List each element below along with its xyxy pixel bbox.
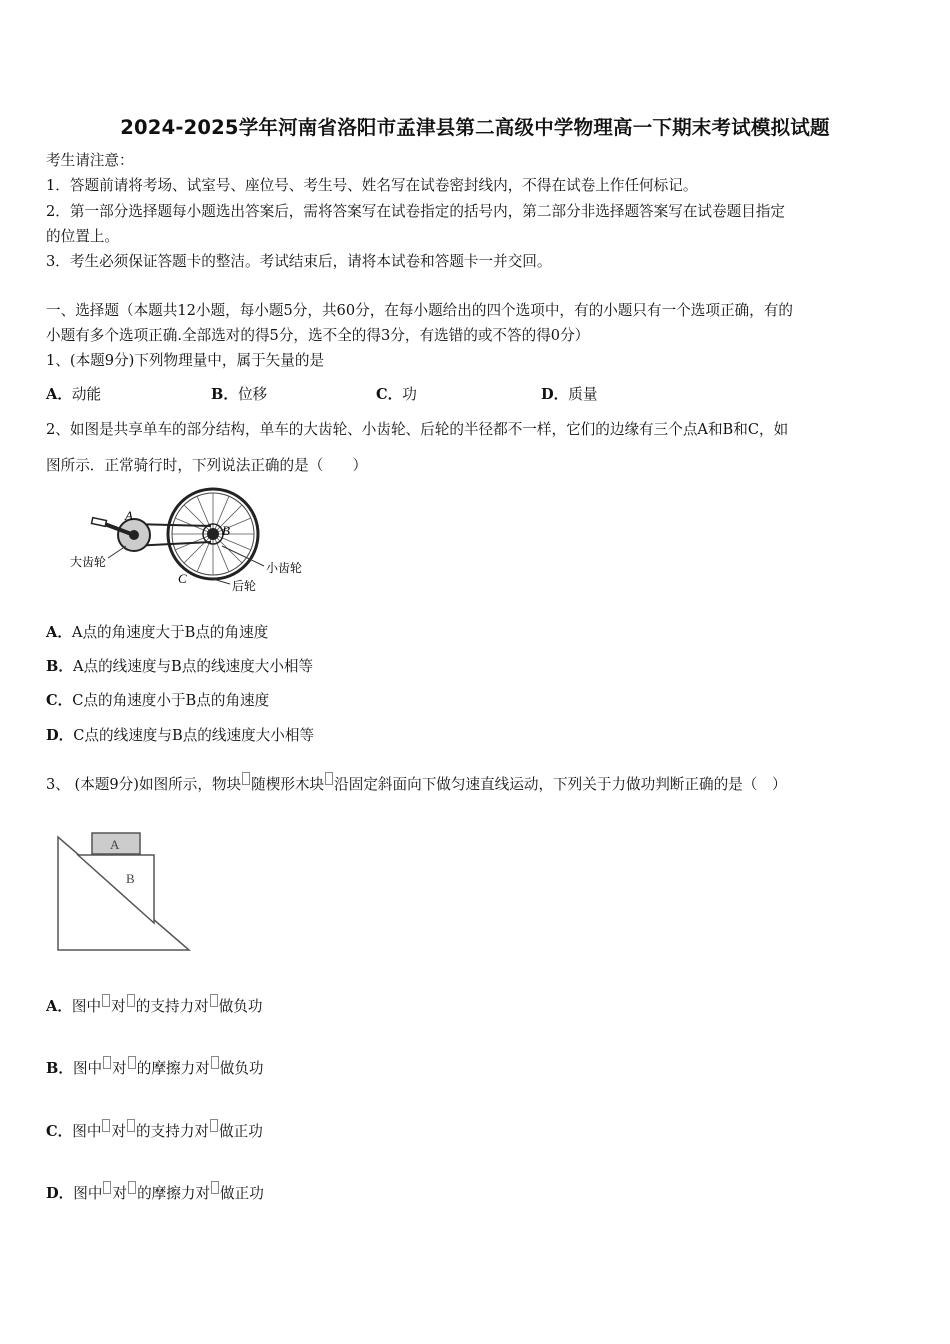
option-text: 做负功 — [219, 1060, 264, 1077]
option-text: 的摩擦力对 — [136, 1060, 210, 1077]
section-instructions: 小题有多个选项正确.全部选对的得5分，选不全的得3分，有选错的或不答的得0分） — [46, 327, 590, 344]
block-a-label: A — [110, 837, 120, 852]
option-text: 动能 — [71, 386, 102, 403]
missing-glyph — [102, 1119, 110, 1132]
option-text: 对 — [111, 998, 126, 1015]
missing-glyph — [103, 1181, 111, 1194]
missing-glyph — [325, 772, 333, 785]
missing-glyph — [210, 994, 218, 1007]
option-letter: D． — [46, 727, 74, 744]
option-letter: C． — [46, 692, 73, 709]
notice-item: 1．答题前请将考场、试室号、座位号、考生号、姓名写在试卷密封线内，不得在试卷上作任何标记。 — [46, 177, 698, 194]
option-text: 图中 — [71, 998, 102, 1015]
option-letter: A． — [46, 624, 72, 641]
option-letter: C． — [376, 386, 403, 403]
question-1-stem: 1、(本题9分)下列物理量中，属于矢量的是 — [46, 352, 325, 369]
option-text: C点的线速度与B点的线速度大小相等 — [73, 727, 315, 744]
notice-item: 2．第一部分选择题每小题选出答案后，需将答案写在试卷指定的括号内，第二部分非选择题答案写在试卷题目指定 — [46, 203, 785, 220]
missing-glyph — [211, 1181, 219, 1194]
q2-option-b — [46, 657, 313, 677]
notice-item: 3．考生必须保证答题卡的整洁。考试结束后，请将本试卷和答题卡一并交回。 — [46, 253, 552, 270]
big-gear-label: 大齿轮 — [70, 555, 107, 569]
option-text: 图中 — [72, 1060, 103, 1077]
q2-option-d — [46, 726, 314, 746]
bicycle-gear-figure — [66, 486, 326, 598]
q2-option-a — [46, 623, 268, 643]
q1-option-b — [211, 385, 267, 405]
q2-option-c — [46, 691, 269, 711]
option-text: 图中 — [73, 1185, 103, 1202]
q1-option-d — [541, 385, 597, 405]
stem-part: 随楔形木块 — [251, 776, 325, 793]
option-text: 质量 — [568, 386, 598, 403]
question-2-stem: 图所示．正常骑行时，下列说法正确的是（ ） — [46, 457, 368, 474]
section-instructions: 一、选择题（本题共12小题，每小题5分，共60分，在每小题给出的四个选项中，有的小题只有一个选项正确，有的 — [46, 302, 793, 319]
option-text: C点的角速度小于B点的角速度 — [72, 692, 270, 709]
option-letter: B． — [46, 658, 73, 675]
option-letter: C． — [46, 1123, 73, 1140]
missing-glyph — [102, 994, 110, 1007]
notice-item: 的位置上。 — [46, 228, 119, 245]
rear-wheel-label: 后轮 — [232, 579, 257, 593]
option-text: 位移 — [237, 386, 268, 403]
point-c-label: C — [178, 571, 187, 586]
stem-part: 3、 (本题9分)如图所示，物块 — [46, 776, 242, 793]
missing-glyph — [127, 994, 135, 1007]
incline-block-figure — [54, 828, 196, 954]
missing-glyph — [127, 1119, 135, 1132]
q3-option-c — [46, 1119, 263, 1142]
option-text: 做正功 — [220, 1185, 264, 1202]
option-text: 做负功 — [218, 998, 263, 1015]
missing-glyph — [128, 1181, 136, 1194]
option-text: A点的线速度与B点的线速度大小相等 — [72, 658, 314, 675]
q3-option-a — [46, 994, 263, 1017]
option-text: 对 — [111, 1123, 127, 1140]
point-b-label: B — [222, 523, 230, 538]
stem-part: 沿固定斜面向下做匀速直线运动，下列关于力做功判断正确的是（ ） — [334, 776, 787, 793]
question-3-stem — [46, 772, 787, 795]
q1-option-c — [376, 385, 417, 405]
missing-glyph — [128, 1056, 136, 1069]
option-text: A点的角速度大于B点的角速度 — [71, 624, 269, 641]
page-title: 2024-2025学年河南省洛阳市孟津县第二高级中学物理高一下期末考试模拟试题 — [120, 116, 830, 139]
missing-glyph — [210, 1119, 218, 1132]
missing-glyph — [242, 772, 250, 785]
option-text: 做正功 — [219, 1123, 263, 1140]
option-letter: D． — [46, 1185, 74, 1202]
q3-option-b — [46, 1056, 264, 1079]
option-letter: A． — [46, 386, 72, 403]
option-letter: D． — [541, 386, 569, 403]
missing-glyph — [211, 1056, 219, 1069]
option-text: 图中 — [72, 1123, 102, 1140]
q1-option-a — [46, 385, 101, 405]
option-letter: B． — [211, 386, 238, 403]
q3-option-d — [46, 1181, 264, 1204]
option-text: 对 — [112, 1060, 127, 1077]
missing-glyph — [103, 1056, 111, 1069]
point-a-label: A — [125, 508, 133, 523]
option-letter: B． — [46, 1060, 73, 1077]
option-text: 对 — [112, 1185, 128, 1202]
option-text: 功 — [402, 386, 417, 403]
question-2-stem: 2、如图是共享单车的部分结构，单车的大齿轮、小齿轮、后轮的半径都不一样，它们的边缘有三个点A和B和C，如 — [46, 421, 789, 438]
notice-heading: 考生请注意： — [46, 152, 134, 169]
option-text: 的支持力对 — [136, 1123, 210, 1140]
wedge-b-label: B — [126, 871, 135, 886]
option-text: 的支持力对 — [135, 998, 209, 1015]
option-letter: A． — [46, 998, 72, 1015]
option-text: 的摩擦力对 — [137, 1185, 211, 1202]
small-gear-label: 小齿轮 — [266, 561, 303, 575]
